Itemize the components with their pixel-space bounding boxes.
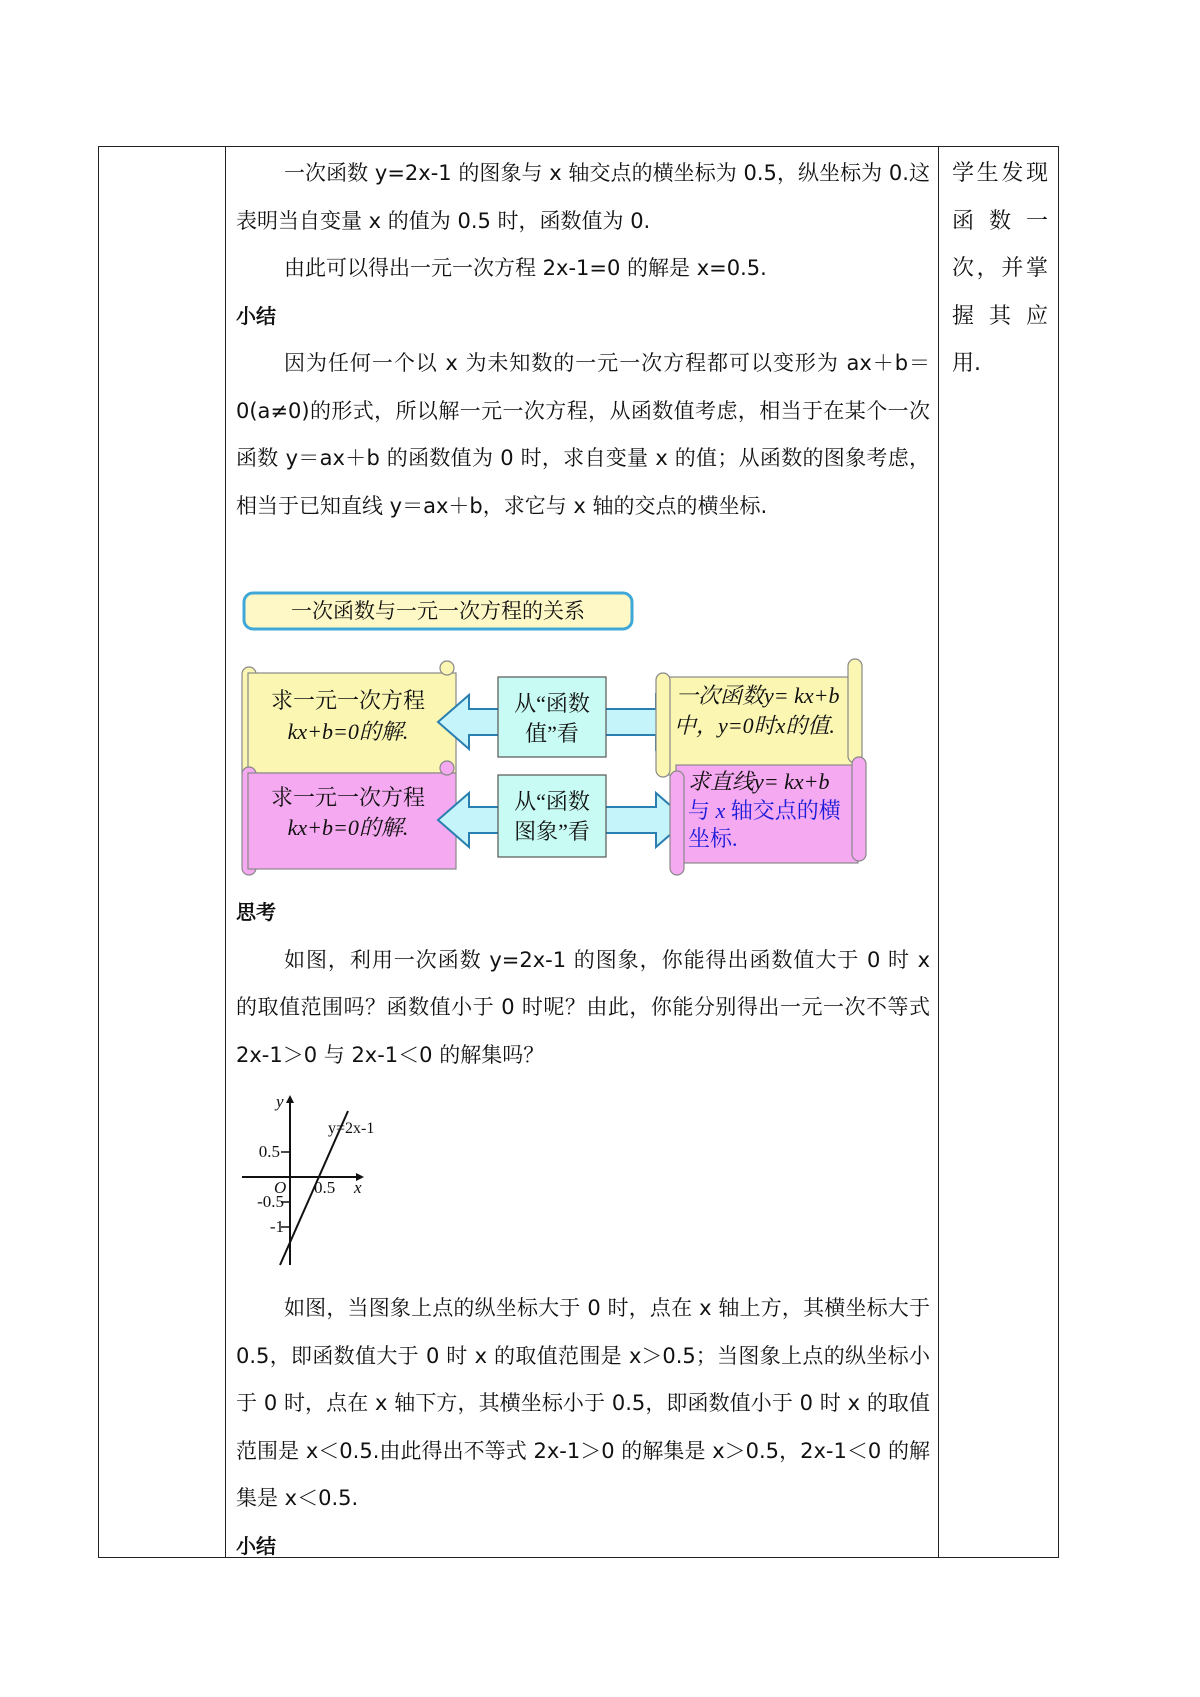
main-content-bottom [236, 1285, 930, 1570]
origin-label: O [274, 1178, 287, 1197]
row2-right-line1: 求直线y= kx+b [688, 769, 830, 794]
row1-left-line1: 求一元一次方程 [270, 688, 426, 713]
side-note-line4: 握 其 应 [952, 303, 1048, 329]
row2-right-line2-a: 与 [688, 798, 716, 823]
y-axis-label: y [276, 1092, 284, 1111]
row1-mid-line1: 从“函数 [514, 691, 590, 716]
diagram-title: 一次函数与一元一次方程的关系 [291, 599, 585, 623]
side-note-line2: 函 数 一 [952, 208, 1048, 234]
x-tick-label: 0.5 [314, 1178, 336, 1197]
y-axis-arrowhead [286, 1095, 294, 1103]
row2-right-line2 [688, 798, 841, 823]
heading-summary-2: 小结 [236, 1533, 276, 1558]
side-note [952, 150, 1048, 388]
heading-summary-1: 小结 [236, 303, 276, 328]
row1-right-line1: 一次函数y= kx+b [676, 683, 840, 708]
side-note-line1: 学生发现 [952, 161, 1048, 186]
paragraph-summary-1: 因为任何一个以 x 为未知数的一元一次方程都可以变形为 ax＋b＝0(a≠0)的形式，所以解一元一次方程，从函数值考虑，相当于在某个一次函数 y＝ax＋b 的函数值为 0 时，求自变量 x 的值；从函数的图象考虑，相当于已知直线 y＝ax＋b，求它与 x 轴的交点的横坐标. [236, 351, 930, 518]
row2-left-line1: 求一元一次方程 [270, 785, 426, 810]
side-note-line5: 用. [952, 351, 981, 376]
paragraph-question: 如图，利用一次函数 y=2x-1 的图象，你能得出函数值大于 0 时 x 的取值范围吗？函数值小于 0 时呢？由此，你能分别得出一元一次不等式 2x-1＞0 与 2x-1＜0 的解集吗？ [236, 947, 930, 1067]
heading-thinking: 思考 [236, 900, 276, 924]
column-divider-right [938, 147, 939, 1557]
column-divider-left [225, 147, 226, 1557]
row2-left-line2: kx+b=0的解. [287, 815, 409, 840]
side-note-line3: 次，并掌 [952, 256, 1048, 281]
line-label: y=2x-1 [328, 1120, 375, 1137]
row2-mid-line2: 图象”看 [514, 819, 590, 844]
main-content-middle [236, 889, 930, 1079]
row2-right-line2-c: 轴交点的横 [725, 798, 841, 823]
paragraph-solution: 由此可以得出一元一次方程 2x-1=0 的解是 x=0.5. [284, 256, 767, 280]
main-content-top [236, 150, 930, 530]
row1-left-line2: kx+b=0的解. [287, 719, 409, 744]
linear-function-graph [236, 1083, 436, 1273]
row2-right-line3: 坐标. [688, 826, 738, 851]
row2-mid-line1: 从“函数 [514, 789, 590, 814]
y-tick-label-2: -0.5 [257, 1192, 284, 1211]
row2-right-line2-b: x [715, 798, 726, 823]
y-tick-label-3: -1 [269, 1217, 284, 1236]
relationship-diagram [236, 587, 926, 877]
paragraph-intersection: 一次函数 y=2x-1 的图象与 x 轴交点的横坐标为 0.5，纵坐标为 0.这表明当自变量 x 的值为 0.5 时，函数值为 0. [236, 161, 930, 233]
middle-box-function-graph [498, 775, 606, 857]
row1-right-line2: 中，y=0时x的值. [674, 713, 835, 738]
paragraph-answer: 如图，当图象上点的纵坐标大于 0 时，点在 x 轴上方，其横坐标大于 0.5，即函数值大于 0 时 x 的取值范围是 x＞0.5；当图象上点的纵坐标小于 0 时，点在 x 轴下方，其横坐标小于 0.5，即函数值小于 0 时 x 的取值范围是 x＜0.5.由此得出不等式 2x-1＞0 的解集是 x＞0.5，2x-1＜0 的解集是 x＜0.5. [236, 1296, 930, 1510]
y-tick-label-1: 0.5 [258, 1142, 280, 1161]
x-axis-label: x [354, 1178, 362, 1197]
row1-mid-line2: 值”看 [525, 721, 579, 746]
